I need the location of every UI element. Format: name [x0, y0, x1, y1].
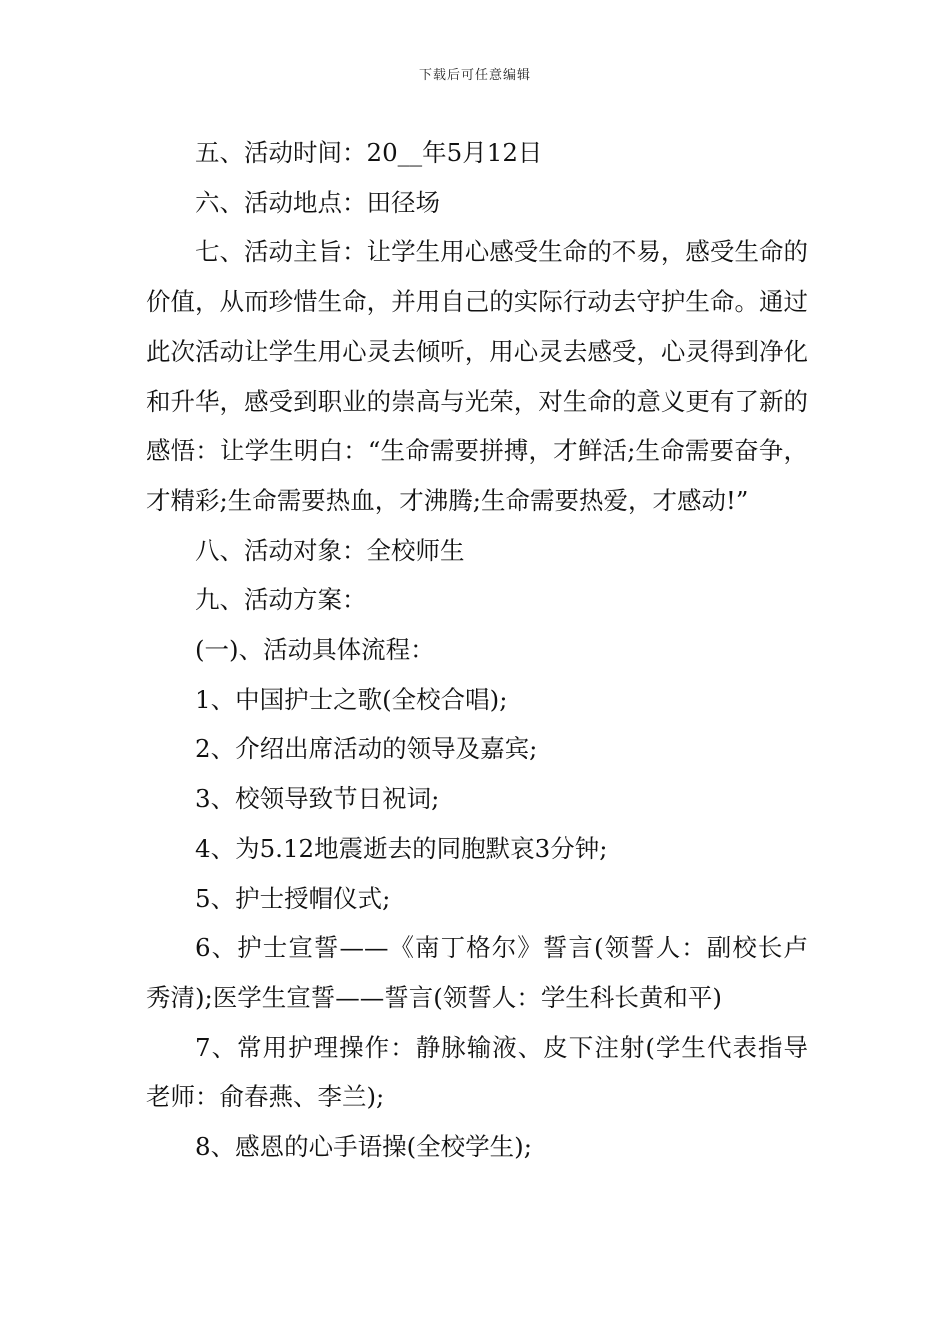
list-item: 7、常用护理操作：静脉输液、皮下注射(学生代表指导老师：俞春燕、李兰);	[146, 1032, 808, 1112]
list-item: 2、介绍出席活动的领导及嘉宾;	[195, 734, 538, 764]
paragraph-activity-plan: 九、活动方案：	[195, 585, 367, 615]
paragraph-activity-location: 六、活动地点：田径场	[195, 187, 440, 217]
list-item: 8、感恩的心手语操(全校学生);	[195, 1132, 532, 1162]
paragraph-activity-purpose: 七、活动主旨：让学生用心感受生命的不易，感受生命的价值，从而珍惜生命，并用自己的实际行动去守护生命。通过此次活动让学生用心灵去倾听，用心灵去感受，心灵得到净化和升华，感受到职业的崇高与光荣，对生命的意义更有了新的感悟：让学生明白：“生命需要拼搏，才鲜活;生命需要奋争，才精彩;生命需要热血，才沸腾;生命需要热爱，才感动!”	[146, 237, 808, 515]
list-item: 6、护士宣誓——《南丁格尔》誓言(领誓人：副校长卢秀清);医学生宣誓——誓言(领誓人：学生科长黄和平)	[146, 933, 808, 1012]
document-body	[146, 128, 808, 1172]
list-item: 1、中国护士之歌(全校合唱);	[195, 684, 508, 714]
list-item: 3、校领导致节日祝词;	[195, 784, 440, 814]
page-header: 下载后可任意编辑	[418, 68, 531, 83]
paragraph-process-heading: (一)、活动具体流程：	[195, 635, 435, 665]
list-item: 4、为5.12地震逝去的同胞默哀3分钟;	[195, 833, 608, 863]
paragraph-activity-audience: 八、活动对象：全校师生	[195, 535, 465, 565]
list-item: 5、护士授帽仪式;	[195, 883, 391, 913]
paragraph-activity-time: 五、活动时间：20__年5月12日	[195, 138, 543, 167]
